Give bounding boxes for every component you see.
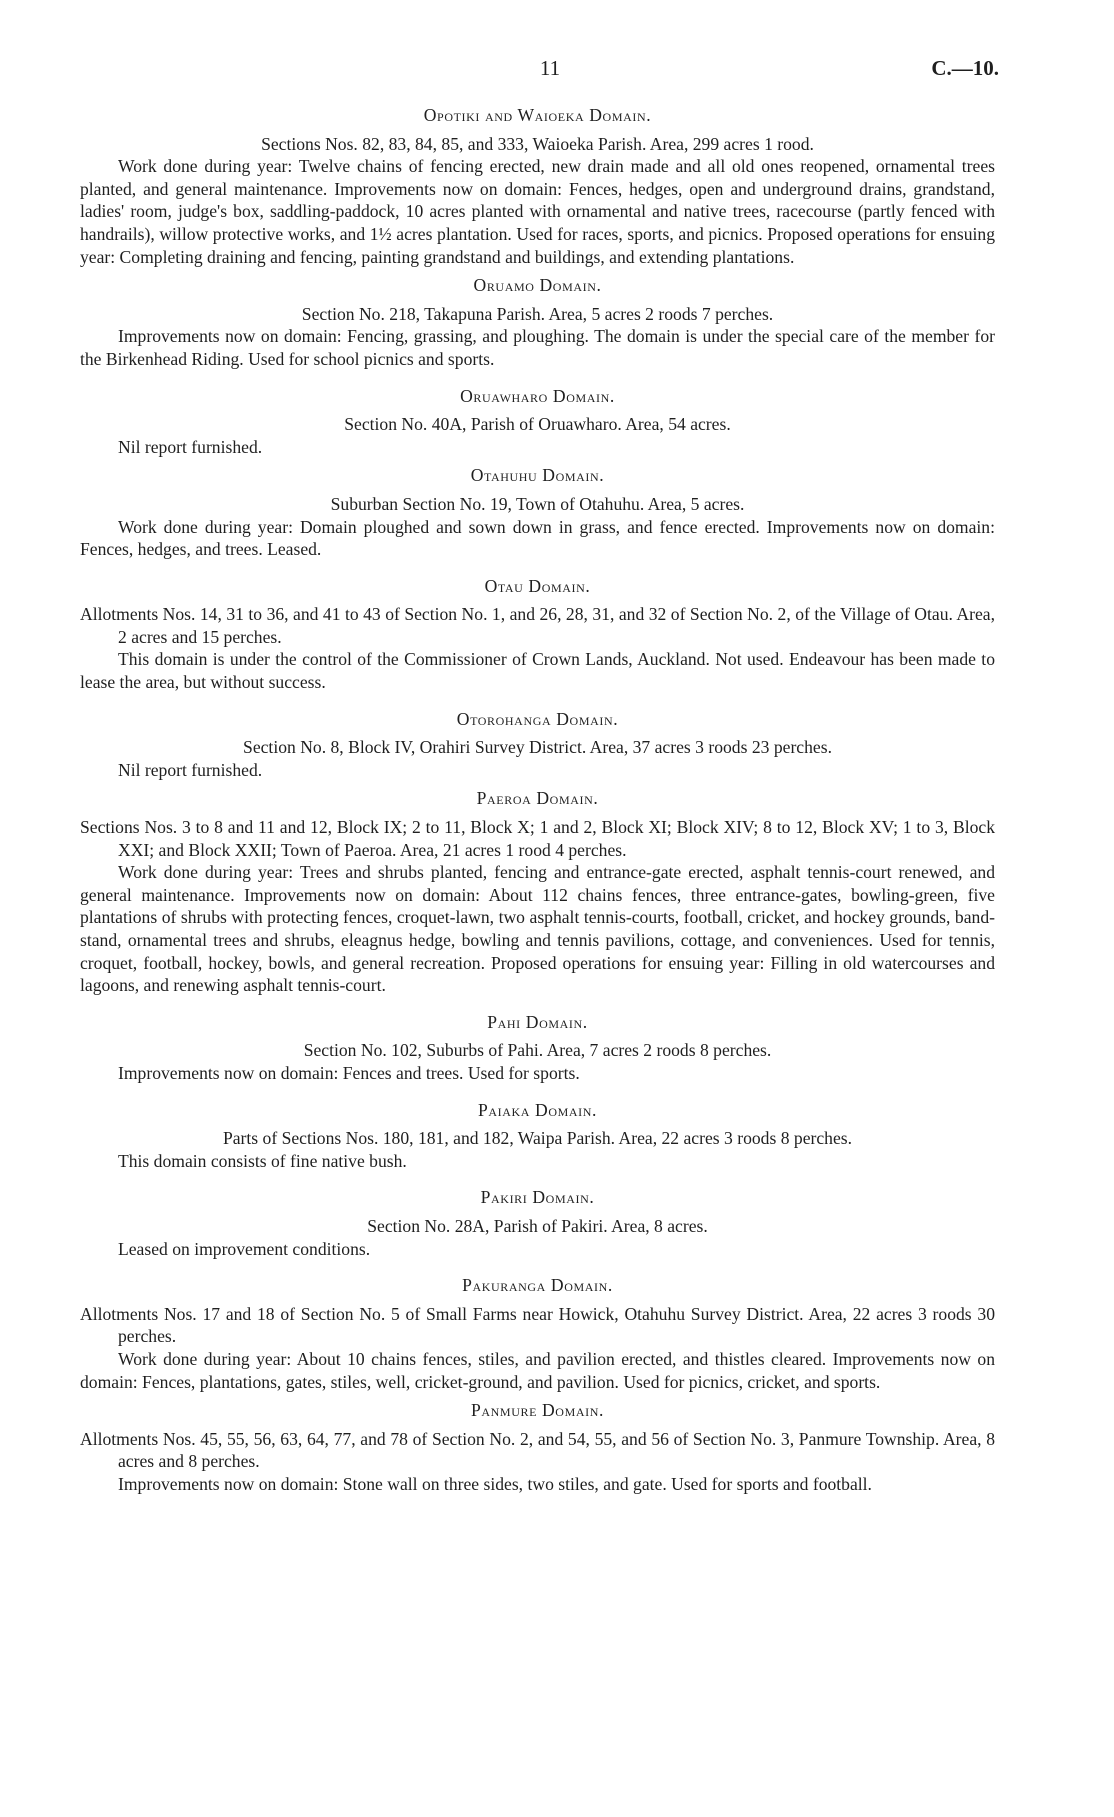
section-body: This domain consists of fine native bush.: [118, 1150, 407, 1171]
section-body: Nil report furnished.: [118, 436, 263, 457]
section-opotiki: [80, 104, 995, 268]
page-content: [80, 104, 995, 1495]
section-location: Parts of Sections Nos. 180, 181, and 182, Waipa Parish. Area, 22 acres 3 roods 8 perches.: [222, 1128, 853, 1149]
section-body: Work done during year: Trees and shrubs planted, fencing and entrance-gate erected, asphalt tennis-court renewed, and general maintenance. Improvements now on domain: About 112 chains fences, three entrance-gates, bowling-green, five plantations of shrubs with protecting fences, croquet-lawn, two asphalt tennis-courts, football, cricket, and hockey grounds, band-stand, ornamental trees and shrubs, eleagnus hedge, bowling and tennis pavilions, cottage, and conveniences. Used for tennis, croquet, football, hockey, bowls, and general recreation. Proposed operations for ensuing year: Filling in old watercourses and lagoons, and renewing asphalt tennis-court.: [80, 862, 995, 996]
section-location: Section No. 102, Suburbs of Pahi. Area, 7 acres 2 roods 8 perches.: [303, 1040, 772, 1061]
section-body: Work done during year: Domain ploughed and sown down in grass, and fence erected. Improvements now on domain: Fences, hedges, and trees. Leased.: [80, 516, 995, 560]
section-body: Improvements now on domain: Fences and trees. Used for sports.: [118, 1062, 580, 1083]
section-otau: [80, 575, 995, 694]
section-title: Opotiki and Waioeka Domain.: [423, 105, 652, 125]
section-body: Improvements now on domain: Fencing, grassing, and ploughing. The domain is under the special care of the member for the Birkenhead Riding. Used for school picnics and sports.: [80, 326, 995, 369]
section-title: Pahi Domain.: [487, 1011, 588, 1032]
section-otorohanga: [80, 708, 995, 782]
section-title: Pakuranga Domain.: [462, 1275, 613, 1296]
section-location: Sections Nos. 82, 83, 84, 85, and 333, Waioeka Parish. Area, 299 acres 1 rood.: [261, 133, 814, 154]
section-panmure: [80, 1399, 995, 1495]
section-location: Section No. 218, Takapuna Parish. Area, 5 acres 2 roods 7 perches.: [301, 303, 774, 324]
section-location: Suburban Section No. 19, Town of Otahuhu. Area, 5 acres.: [330, 493, 745, 514]
section-paeroa: [80, 787, 995, 996]
section-otahuhu: [80, 464, 995, 560]
page-number: 11: [539, 56, 561, 80]
section-pahi: [80, 1011, 995, 1085]
section-location: Allotments Nos. 45, 55, 56, 63, 64, 77, and 78 of Section No. 2, and 54, 55, and 56 of Section No. 3, Panmure Township. Area, 8 acres and 8 perches.: [80, 1428, 995, 1472]
section-title: Pakiri Domain.: [480, 1187, 595, 1208]
section-paiaka: [80, 1099, 995, 1173]
section-oruawharo: [80, 385, 995, 459]
section-body: Nil report furnished.: [118, 759, 263, 780]
section-body: Leased on improvement conditions.: [118, 1238, 371, 1259]
section-title: Otorohanga Domain.: [456, 708, 619, 729]
section-location: Allotments Nos. 14, 31 to 36, and 41 to 43 of Section No. 1, and 26, 28, 31, and 32 of Section No. 2, of the Village of Otau. Area, 2 acres and 15 perches.: [80, 604, 995, 647]
section-location: Section No. 8, Block IV, Orahiri Survey District. Area, 37 acres 3 roods 23 perches.: [243, 737, 832, 758]
section-body: This domain is under the control of the Commissioner of Crown Lands, Auckland. Not used. Endeavour has been made to lease the area, but without success.: [80, 649, 995, 693]
section-title: Paeroa Domain.: [476, 788, 599, 809]
section-title: Paiaka Domain.: [477, 1099, 597, 1120]
document-reference: C.—10.: [931, 56, 999, 80]
section-location: Section No. 40A, Parish of Oruawharo. Area, 54 acres.: [344, 414, 731, 435]
section-pakiri: [80, 1186, 995, 1260]
section-oruamo: [80, 274, 995, 370]
section-pakuranga: [80, 1274, 995, 1393]
section-location: Sections Nos. 3 to 8 and 11 and 12, Block IX; 2 to 11, Block X; 1 and 2, Block XI; Block XIV; 8 to 12, Block XV; 1 to 3, Block XXI; and Block XXII; Town of Paeroa. Area, 21 acres 1 rood 4 perches.: [80, 817, 995, 860]
section-body: Work done during year: Twelve chains of fencing erected, new drain made and all old ones reopened, ornamental trees planted, and general maintenance. Improvements now on domain: Fences, hedges, open and underground drains, grandstand, ladies' room, judge's box, saddling-paddock, 10 acres planted with ornamental and native trees, racecourse (partly fenced with handrails), willow protective works, and 1½ acres plantation. Used for races, sports, and picnics. Proposed operations for ensuing year: Completing draining and fencing, painting grandstand and buildings, and extending plantations.: [80, 156, 995, 267]
section-title: Oruamo Domain.: [473, 275, 602, 296]
section-body: Work done during year: About 10 chains fences, stiles, and pavilion erected, and thistles cleared. Improvements now on domain: Fences, plantations, gates, stiles, well, cricket-ground, and pavilion. Used for picnics, cricket, and sports.: [80, 1348, 995, 1392]
section-title: Oruawharo Domain.: [460, 385, 615, 406]
section-title: Otahuhu Domain.: [470, 465, 605, 486]
section-location: Allotments Nos. 17 and 18 of Section No. 5 of Small Farms near Howick, Otahuhu Survey District. Area, 22 acres 3 roods 30 perches.: [80, 1303, 995, 1347]
section-title: Otau Domain.: [484, 575, 591, 596]
section-body: Improvements now on domain: Stone wall on three sides, two stiles, and gate. Used for sports and football.: [118, 1473, 872, 1494]
section-location: Section No. 28A, Parish of Pakiri. Area, 8 acres.: [367, 1215, 708, 1236]
section-title: Panmure Domain.: [471, 1400, 604, 1421]
